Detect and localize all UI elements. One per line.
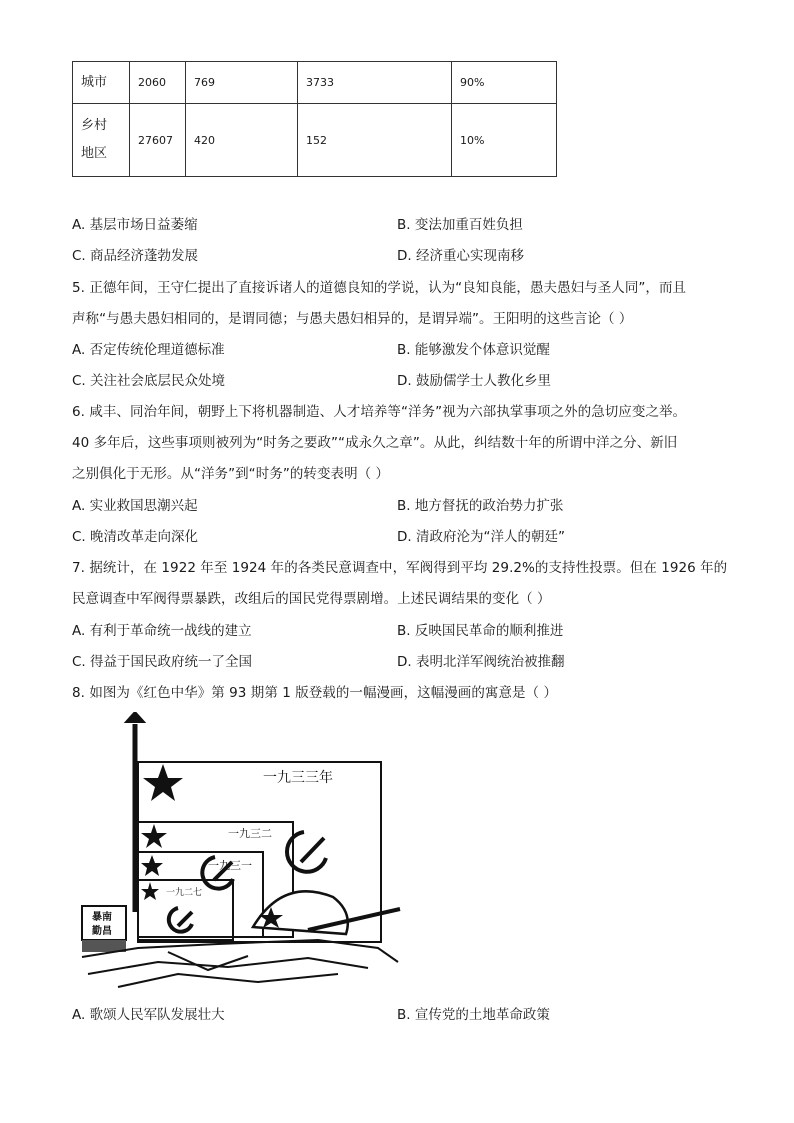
q7-stem-line-2: 民意调查中军阀得票暴跌，改组后的国民党得票剧增。上述民调结果的变化（ ） bbox=[72, 591, 551, 607]
q5-stem-line-2: 声称“与愚夫愚妇相同的，是谓同德；与愚夫愚妇相异的，是谓异端”。王阳明的这些言论（ ） bbox=[72, 311, 633, 327]
q6-stem-line-2: 40 多年后，这些事项则被列为“时务之要政”“成永久之章”。从此，纠结数十年的所谓中洋之分、新旧 bbox=[72, 435, 678, 451]
table-cell: 10% bbox=[452, 104, 557, 177]
table-cell: 27607 bbox=[130, 104, 186, 177]
q7-option-b[interactable]: B. 反映国民革命的顺利推进 bbox=[397, 623, 564, 639]
q8-stem-line-1: 8. 如图为《红色中华》第 93 期第 1 版登载的一幅漫画，这幅漫画的寓意是（ ） bbox=[72, 685, 557, 701]
q4-option-c[interactable]: C. 商品经济蓬勃发展 bbox=[72, 248, 199, 264]
q4-option-d[interactable]: D. 经济重心实现南移 bbox=[397, 248, 524, 264]
table-cell: 2060 bbox=[130, 62, 186, 104]
q8-option-b[interactable]: B. 宣传党的土地革命政策 bbox=[397, 1007, 550, 1023]
q5-option-b[interactable]: B. 能够激发个体意识觉醒 bbox=[397, 342, 550, 358]
cartoon-illustration bbox=[78, 712, 408, 992]
star-icon bbox=[141, 824, 167, 848]
table-cell: 152 bbox=[298, 104, 452, 177]
statistics-table bbox=[72, 61, 557, 177]
table-cell: 90% bbox=[452, 62, 557, 104]
star-icon bbox=[141, 855, 163, 876]
row-label: 乡村 地区 bbox=[73, 104, 130, 177]
q5-option-c[interactable]: C. 关注社会底层民众处境 bbox=[72, 373, 226, 389]
q6-option-c[interactable]: C. 晚清改革走向深化 bbox=[72, 529, 199, 545]
hammer-sickle-icon bbox=[169, 908, 192, 932]
flag-year-label: 一九三二 bbox=[228, 827, 272, 840]
table-cell: 420 bbox=[186, 104, 298, 177]
table-cell: 769 bbox=[186, 62, 298, 104]
star-icon bbox=[141, 882, 159, 900]
q7-option-a[interactable]: A. 有利于革命统一战线的建立 bbox=[72, 623, 252, 639]
flag-year-label: 一九三三年 bbox=[263, 770, 333, 786]
table-cell: 3733 bbox=[298, 62, 452, 104]
row-label: 城市 bbox=[73, 62, 130, 104]
pole-tip bbox=[126, 712, 144, 722]
q6-option-d[interactable]: D. 清政府沦为“洋人的朝廷” bbox=[397, 529, 565, 545]
q8-option-a[interactable]: A. 歌颂人民军队发展壮大 bbox=[72, 1007, 225, 1023]
q5-option-d[interactable]: D. 鼓励儒学士人教化乡里 bbox=[397, 373, 551, 389]
flag-year-label: 一九二七 bbox=[166, 888, 203, 898]
q7-stem-line-1: 7. 据统计，在 1922 年至 1924 年的各类民意调查中，军阀得到平均 29.2%的支持性投票。但在 1926 年的 bbox=[72, 560, 728, 576]
table-row bbox=[73, 62, 557, 104]
q7-option-d[interactable]: D. 表明北洋军阀统治被推翻 bbox=[397, 654, 565, 670]
q4-option-a[interactable]: A. 基层市场日益萎缩 bbox=[72, 217, 198, 233]
book-text-line: 勤昌 bbox=[92, 926, 112, 937]
q6-option-a[interactable]: A. 实业救国思潮兴起 bbox=[72, 498, 198, 514]
helmet-icon bbox=[253, 891, 348, 934]
q5-option-a[interactable]: A. 否定传统伦理道德标准 bbox=[72, 342, 225, 358]
q6-stem-line-1: 6. 咸丰、同治年间，朝野上下将机器制造、人才培养等“洋务”视为六部执掌事项之外的急切应变之举。 bbox=[72, 404, 687, 420]
flag-year-label: 一九三一 bbox=[208, 859, 252, 872]
star-icon bbox=[143, 764, 183, 801]
table-row bbox=[73, 104, 557, 177]
q6-option-b[interactable]: B. 地方督抚的政治势力扩张 bbox=[397, 498, 564, 514]
q4-option-b[interactable]: B. 变法加重百姓负担 bbox=[397, 217, 523, 233]
q5-stem-line-1: 5. 正德年间，王守仁提出了直接诉诸人的道德良知的学说，认为“良知良能，愚夫愚妇与圣人同”，而且 bbox=[72, 280, 687, 296]
q7-option-c[interactable]: C. 得益于国民政府统一了全国 bbox=[72, 654, 253, 670]
q6-stem-line-3: 之别俱化于无形。从“洋务”到“时务”的转变表明（ ） bbox=[72, 466, 390, 482]
book-text-line: 暴南 bbox=[92, 912, 112, 923]
